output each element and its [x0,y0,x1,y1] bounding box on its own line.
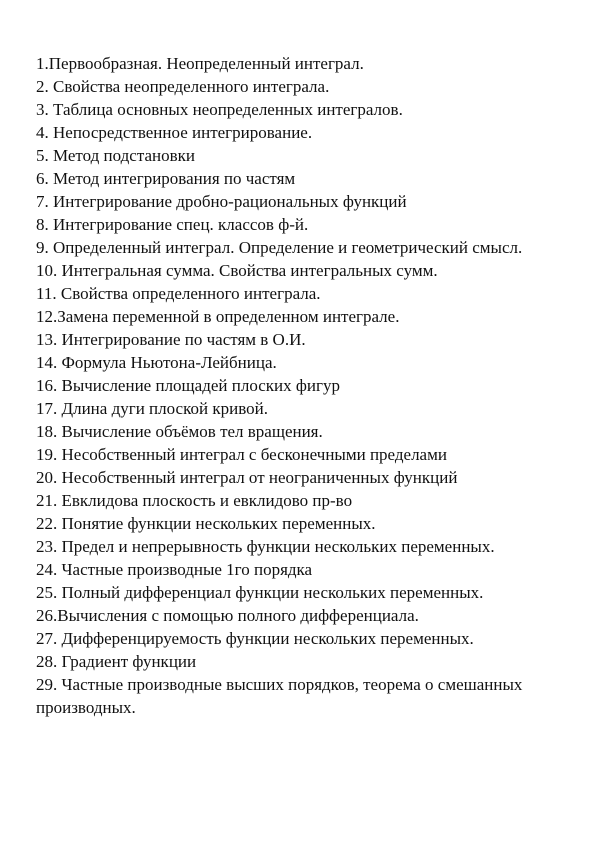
list-item: 24. Частные производные 1го порядка [36,560,313,579]
list-item: 9. Определенный интеграл. Определение и геометрический смысл. [36,238,523,257]
list-item: 22. Понятие функции нескольких переменных. [36,514,376,533]
list-item: 29. Частные производные высших порядков, теорема о смешанных производных. [36,675,523,717]
list-item: 12.Замена переменной в определенном интеграле. [36,307,400,326]
list-item: 5. Метод подстановки [36,146,196,165]
list-item: 14. Формула Ньютона-Лейбница. [36,353,277,372]
list-item: 23. Предел и непрерывность функции нескольких переменных. [36,537,495,556]
list-item: 11. Свойства определенного интеграла. [36,284,321,303]
list-item: 7. Интегрирование дробно-рациональных функций [36,192,407,211]
list-item: 4. Непосредственное интегрирование. [36,123,313,142]
list-item: 21. Евклидова плоскость и евклидово пр-во [36,491,353,510]
list-item: 2. Свойства неопределенного интеграла. [36,77,330,96]
list-item: 10. Интегральная сумма. Свойства интегральных сумм. [36,261,438,280]
list-item: 26.Вычисления с помощью полного дифференциала. [36,606,419,625]
list-item: 17. Длина дуги плоской кривой. [36,399,268,418]
list-item: 6. Метод интегрирования по частям [36,169,296,188]
list-item: 16. Вычисление площадей плоских фигур [36,376,340,395]
list-item: 18. Вычисление объёмов тел вращения. [36,422,323,441]
topics-list [36,52,566,719]
list-item: 25. Полный дифференциал функции нескольких переменных. [36,583,484,602]
list-item: 8. Интегрирование спец. классов ф-й. [36,215,309,234]
list-item: 1.Первообразная. Неопределенный интеграл. [36,54,364,73]
list-item: 27. Дифференцируемость функции нескольких переменных. [36,629,474,648]
list-item: 28. Градиент функции [36,652,197,671]
list-item: 3. Таблица основных неопределенных интегралов. [36,100,403,119]
list-item: 13. Интегрирование по частям в О.И. [36,330,306,349]
list-item: 20. Несобственный интеграл от неограниченных функций [36,468,458,487]
list-item: 19. Несобственный интеграл с бесконечными пределами [36,445,447,464]
